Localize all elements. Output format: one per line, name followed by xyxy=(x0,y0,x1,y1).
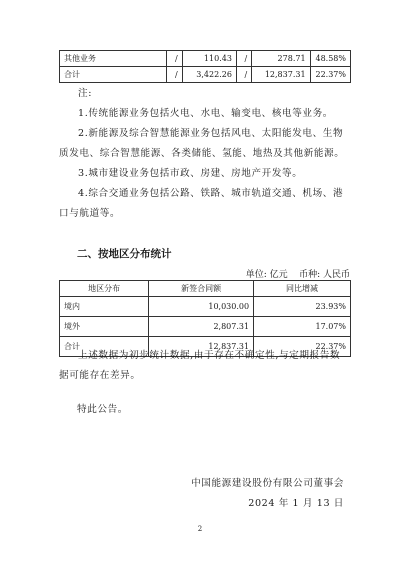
amount-cell: 10,030.00 xyxy=(149,297,254,317)
region-cell: 境外 xyxy=(60,317,149,337)
region-cell: 境内 xyxy=(60,297,149,317)
cell: / xyxy=(167,67,182,83)
notes-label: 注: xyxy=(78,88,93,99)
cell: 278.71 xyxy=(252,51,310,67)
table-row xyxy=(60,51,351,67)
table-header-row xyxy=(60,281,351,297)
note-item: 3.城市建设业务包括市政、房建、房地产开发等。 xyxy=(78,168,303,179)
region-cell: 合计 xyxy=(60,337,149,357)
announce-text: 特此公告。 xyxy=(77,404,128,415)
note-item: 1.传统能源业务包括火电、水电、输变电、核电等业务。 xyxy=(78,108,334,119)
amount-cell: 2,807.31 xyxy=(149,317,254,337)
cell: 110.43 xyxy=(182,51,236,67)
note-item: 4.综合交通业务包括公路、铁路、城市轨道交通、机场、港口与航道等。 xyxy=(59,188,344,219)
change-cell: 22.37% xyxy=(254,337,351,357)
column-header: 新签合同额 xyxy=(149,281,254,297)
change-cell: 23.93% xyxy=(254,297,351,317)
change-cell: 17.07% xyxy=(254,317,351,337)
amount-cell: 12,837.31 xyxy=(149,337,254,357)
cell: / xyxy=(236,67,251,83)
row-name: 其他业务 xyxy=(60,51,167,67)
cell: 22.37% xyxy=(310,67,350,83)
business-summary-table xyxy=(59,50,351,83)
note-item: 2.新能源及综合智慧能源业务包括风电、太阳能发电、生物质发电、综合智慧能源、各类储能、氢能、地热及其他新能源。 xyxy=(59,128,345,159)
cell: / xyxy=(236,51,251,67)
notes-block xyxy=(59,84,349,224)
page-number: 2 xyxy=(197,525,203,533)
signature-date: 2024 年 1 月 13 日 xyxy=(248,498,344,509)
table-row xyxy=(60,67,351,83)
signature-block xyxy=(191,474,344,514)
cell: 12,837.31 xyxy=(252,67,310,83)
table-row xyxy=(60,317,351,337)
cell: 3,422.26 xyxy=(182,67,236,83)
unit-label: 单位: 亿元 币种: 人民币 xyxy=(245,270,350,280)
column-header: 同比增减 xyxy=(254,281,351,297)
column-header: 地区分布 xyxy=(60,281,149,297)
disclaimer: 上述数据为初步统计数据,由于存在不确定性,与定期报告数据可能存在差异。 xyxy=(59,350,341,381)
row-name: 合计 xyxy=(60,67,167,83)
cell: 48.58% xyxy=(310,51,350,67)
section-heading: 二、按地区分布统计 xyxy=(77,248,172,260)
cell: / xyxy=(167,51,182,67)
company-name: 中国能源建设股份有限公司董事会 xyxy=(191,478,344,489)
table-row xyxy=(60,297,351,317)
